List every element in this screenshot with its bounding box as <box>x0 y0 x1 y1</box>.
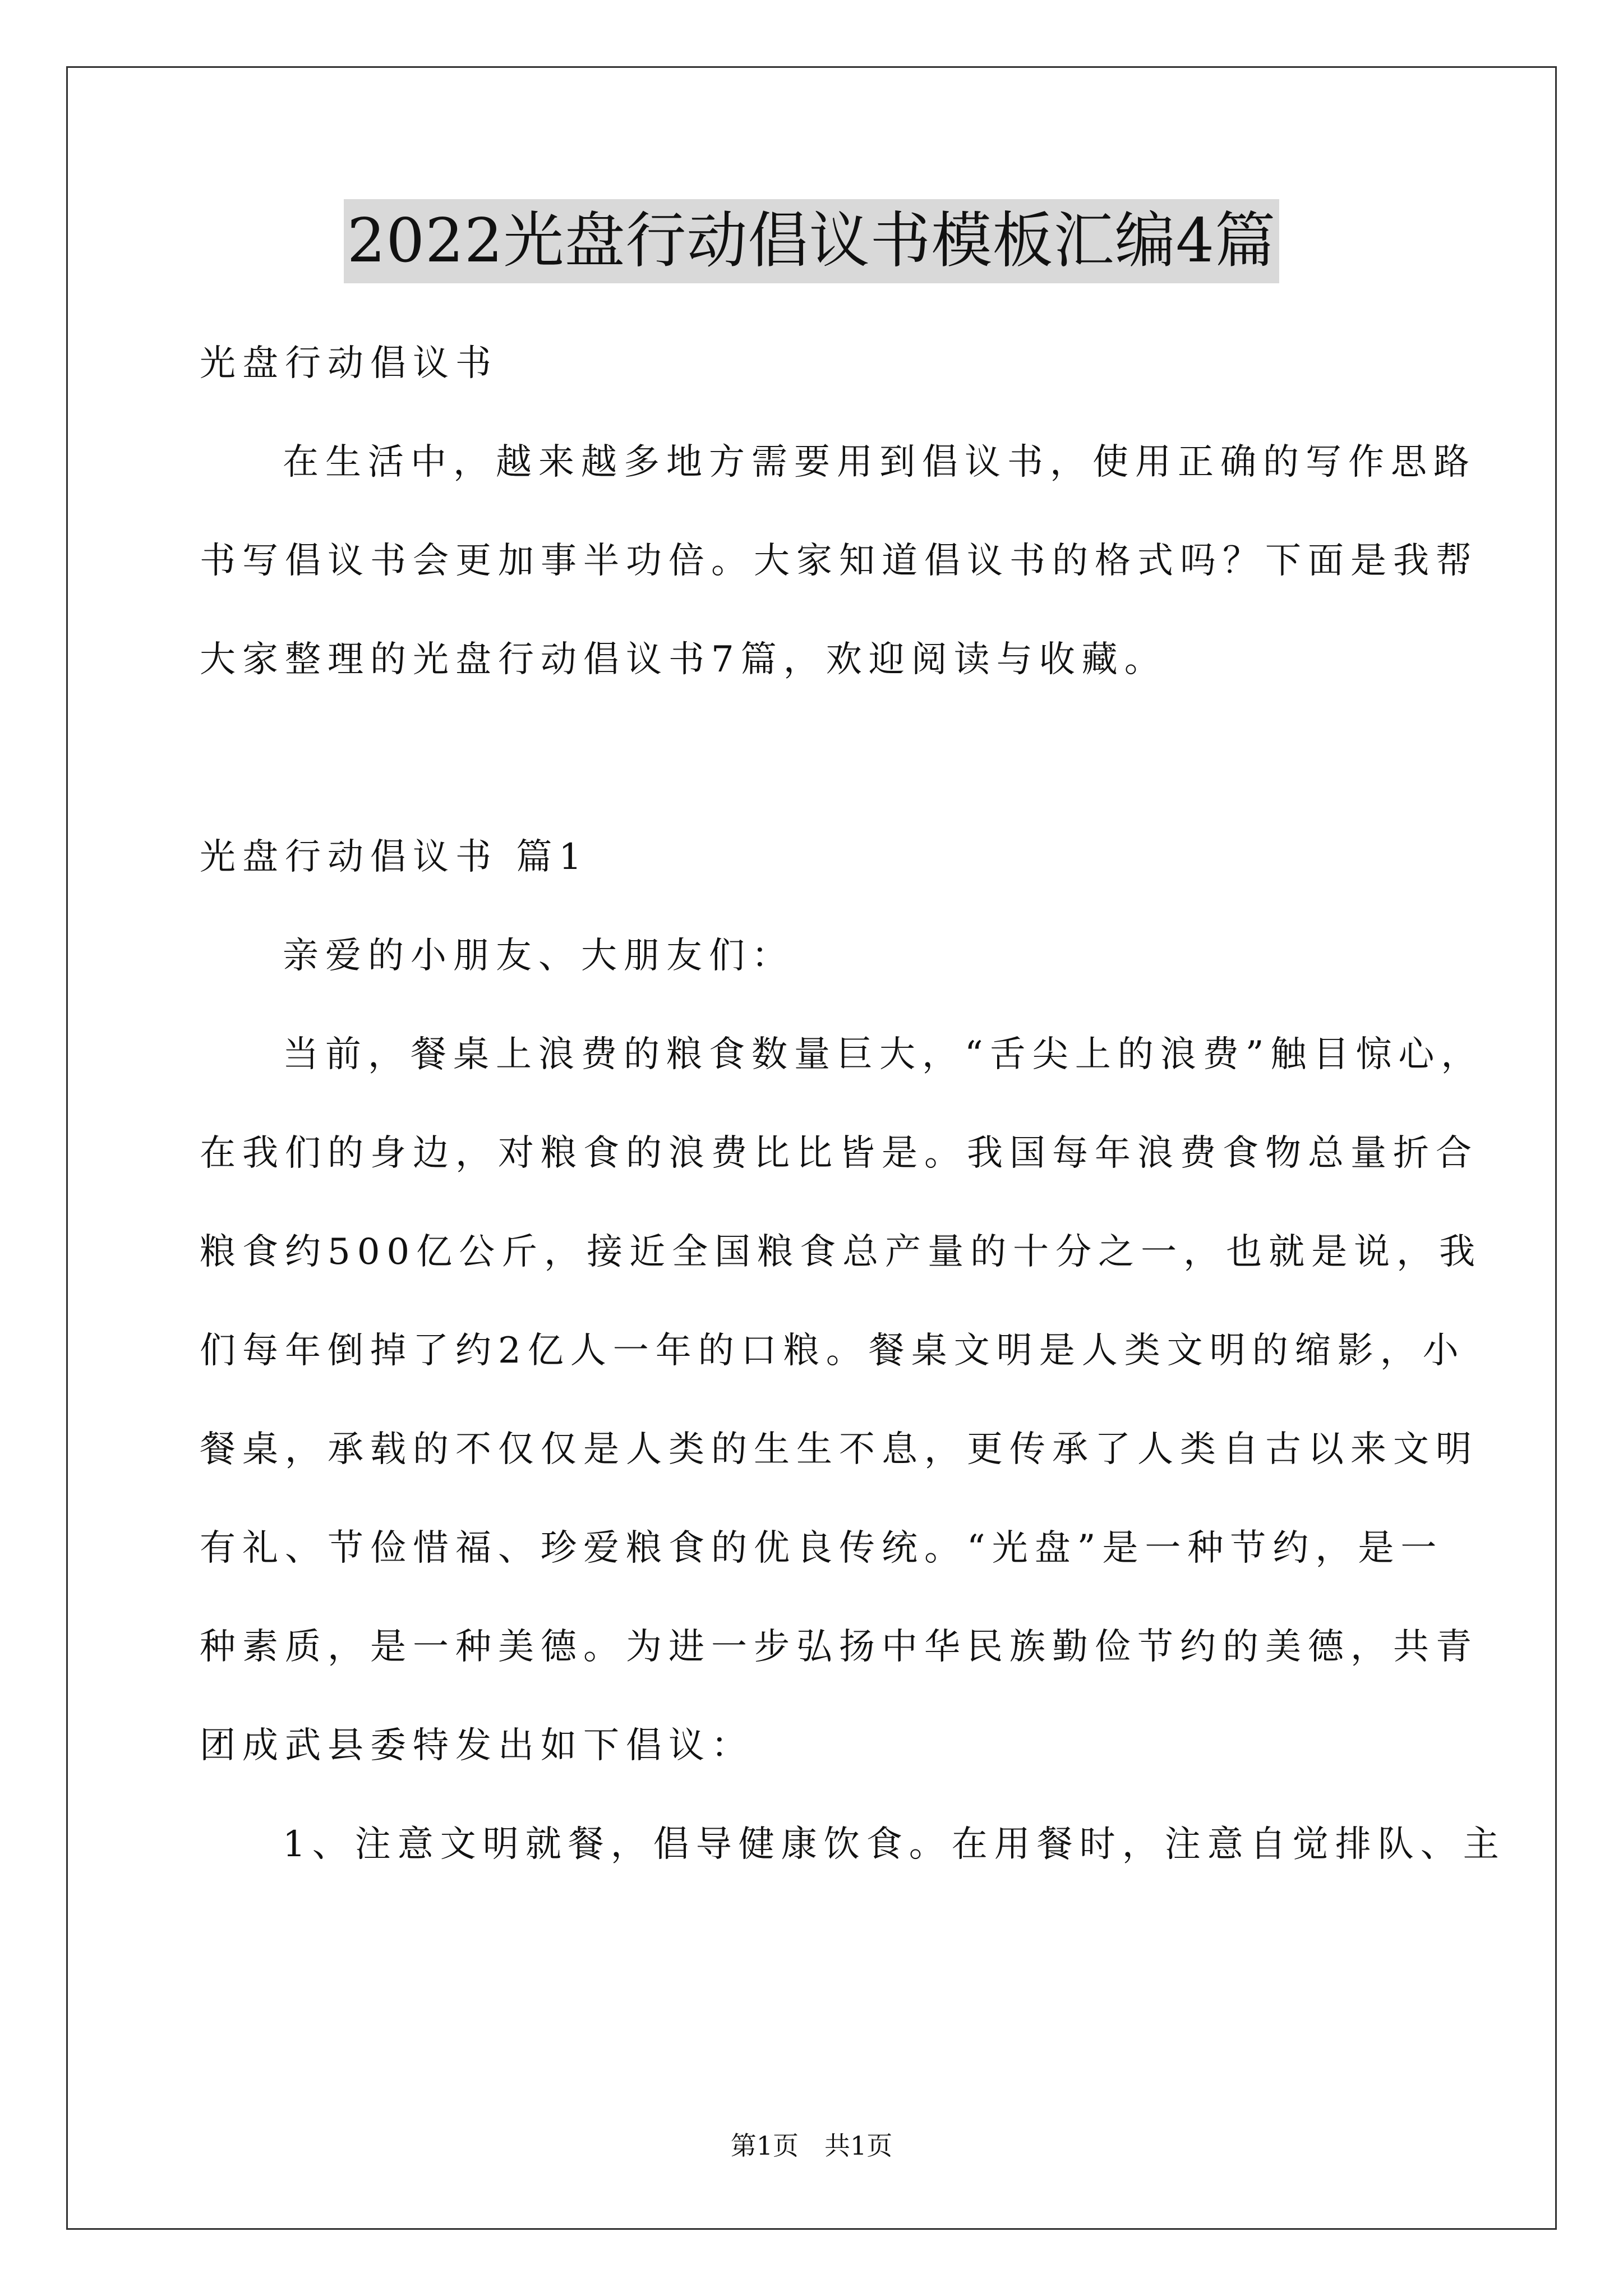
spacer <box>200 709 1433 808</box>
body-line-3: 粮食约500亿公斤，接近全国粮食总产量的十分之一，也就是说，我 <box>200 1231 1482 1273</box>
document-body <box>200 314 1506 1894</box>
body-line-2: 在我们的身边，对粮食的浪费比比皆是。我国每年浪费食物总量折合 <box>200 1133 1478 1174</box>
section-heading: 光盘行动倡议书 <box>200 343 498 384</box>
body-line-8: 团成武县委特发出如下倡议： <box>200 1725 754 1766</box>
point-1: 1、注意文明就餐，倡导健康饮食。在用餐时，注意自觉排队、主 <box>283 1824 1506 1865</box>
body-line-7: 种素质，是一种美德。为进一步弘扬中华民族勤俭节约的美德，共青 <box>200 1626 1478 1668</box>
intro-line-2: 书写倡议书会更加事半功倍。大家知道倡议书的格式吗？下面是我帮 <box>200 540 1478 582</box>
body-line-5: 餐桌，承载的不仅仅是人类的生生不息，更传承了人类自古以来文明 <box>200 1429 1478 1470</box>
page-footer: 第1页 共1页 <box>730 2131 893 2161</box>
document-title: 2022光盘行动倡议书模板汇编4篇 <box>344 199 1280 283</box>
body-line-4: 们每年倒掉了约2亿人一年的口粮。餐桌文明是人类文明的缩影，小 <box>200 1330 1465 1372</box>
body-line-1: 当前，餐桌上浪费的粮食数量巨大，“舌尖上的浪费”触目惊心， <box>283 1034 1484 1075</box>
intro-line-1: 在生活中，越来越多地方需要用到倡议书，使用正确的写作思路 <box>283 441 1476 483</box>
title-container <box>0 199 1623 283</box>
article-heading: 光盘行动倡议书 篇1 <box>200 836 589 878</box>
intro-line-3: 大家整理的光盘行动倡议书7篇，欢迎阅读与收藏。 <box>200 639 1167 680</box>
body-line-6: 有礼、节俭惜福、珍爱粮食的优良传统。“光盘”是一种节约，是一 <box>200 1527 1444 1569</box>
salutation: 亲爱的小朋友、大朋友们： <box>283 935 794 977</box>
